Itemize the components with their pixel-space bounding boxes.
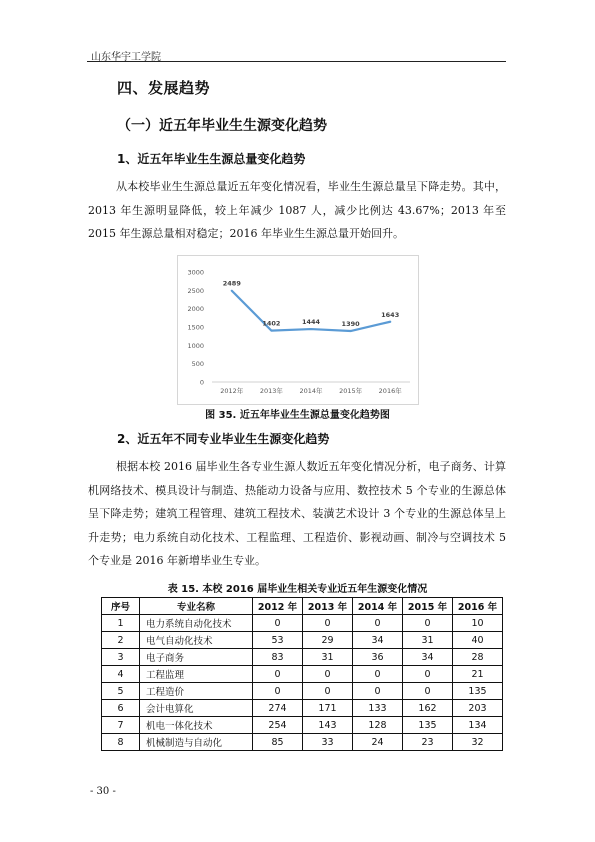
cell-value: 162 [403,700,453,717]
cell-index: 2 [102,632,140,649]
cell-value: 21 [453,666,503,683]
cell-value: 24 [353,734,403,751]
cell-major: 电力系统自动化技术 [140,615,253,632]
table-row [102,700,503,717]
table-row [102,615,503,632]
cell-value: 83 [253,649,303,666]
cell-major: 电子商务 [140,649,253,666]
cell-value: 0 [303,615,353,632]
col-header-index: 序号 [102,598,140,615]
table-row [102,734,503,751]
cell-value: 143 [303,717,353,734]
subsection-title: （一）近五年毕业生生源变化趋势 [117,118,327,134]
col-header-major: 专业名称 [140,598,253,615]
x-tick-label: 2013年 [259,387,283,395]
cell-value: 0 [253,666,303,683]
cell-index: 8 [102,734,140,751]
cell-value: 29 [303,632,353,649]
chart-svg [178,256,418,404]
col-header-2012: 2012 年 [253,598,303,615]
cell-index: 6 [102,700,140,717]
y-tick-label: 1500 [187,323,204,332]
cell-value: 32 [453,734,503,751]
page-number: - 30 - [90,786,116,797]
topic2-paragraph: 根据本校 2016 届毕业生各专业生源人数近五年变化情况分析，电子商务、计算机网络技术、模具设计与制造、热能动力设备与应用、数控技术 5 个专业的生源总体呈下降走势；建筑工程管理、建筑工程技术、装潢艺术设计 3 个专业的生源总体呈上升走势；电力系统自动化技术、工程监理、工程造价、影视动画、制冷与空调技术 5 个专业是 2016 年新增毕业生专业。 [88,460,506,567]
cell-value: 0 [353,666,403,683]
data-label: 2489 [222,279,241,288]
data-label: 1444 [301,318,321,327]
table-row [102,666,503,683]
cell-value: 0 [403,683,453,700]
cell-value: 40 [453,632,503,649]
cell-value: 134 [453,717,503,734]
y-tick-label: 1000 [187,341,204,350]
cell-value: 0 [253,683,303,700]
cell-value: 0 [403,666,453,683]
cell-value: 0 [353,615,403,632]
topic1-paragraph: 从本校毕业生生源总量近五年变化情况看，毕业生生源总量呈下降走势。其中，2013 年生源明显降低，较上年减少 1087 人，减少比例达 43.67%；2013 年至 2015 年生源总量相对稳定；2016 年毕业生生源总量开始回升。 [88,180,506,240]
cell-major: 机电一体化技术 [140,717,253,734]
col-header-2015: 2015 年 [403,598,453,615]
cell-value: 85 [253,734,303,751]
cell-value: 171 [303,700,353,717]
cell-value: 28 [453,649,503,666]
topic1-title: 1、近五年毕业生生源总量变化趋势 [117,152,306,166]
cell-value: 0 [303,666,353,683]
cell-value: 34 [403,649,453,666]
cell-value: 135 [403,717,453,734]
cell-value: 31 [303,649,353,666]
x-tick-label: 2016年 [378,387,402,395]
cell-value: 135 [453,683,503,700]
col-header-2014: 2014 年 [353,598,403,615]
data-label: 1390 [341,320,360,329]
cell-value: 133 [353,700,403,717]
cell-value: 254 [253,717,303,734]
x-tick-label: 2012年 [220,387,244,395]
cell-value: 128 [353,717,403,734]
y-tick-label: 0 [199,378,204,387]
cell-value: 34 [353,632,403,649]
cell-index: 1 [102,615,140,632]
cell-value: 203 [453,700,503,717]
table-caption: 表 15. 本校 2016 届毕业生相关专业近五年生源变化情况 [167,584,428,595]
cell-major: 电气自动化技术 [140,632,253,649]
y-tick-label: 3000 [187,268,204,277]
cell-value: 0 [403,615,453,632]
cell-value: 0 [353,683,403,700]
table-row [102,717,503,734]
cell-major: 工程造价 [140,683,253,700]
cell-value: 274 [253,700,303,717]
cell-value: 31 [403,632,453,649]
cell-value: 0 [303,683,353,700]
cell-index: 3 [102,649,140,666]
running-header: 山东华宇工学院 [91,52,161,63]
cell-value: 53 [253,632,303,649]
y-tick-label: 2500 [187,286,204,295]
table-row [102,632,503,649]
cell-major: 机械制造与自动化 [140,734,253,751]
x-tick-label: 2014年 [299,387,323,395]
data-label: 1643 [381,310,400,319]
cell-major: 工程监理 [140,666,253,683]
cell-index: 7 [102,717,140,734]
y-tick-label: 500 [191,360,204,369]
col-header-2013: 2013 年 [303,598,353,615]
cell-value: 23 [403,734,453,751]
figure-caption: 图 35. 近五年毕业生生源总量变化趋势图 [205,410,390,421]
line-chart [177,255,419,405]
x-tick-label: 2015年 [339,387,363,395]
data-label: 1402 [262,319,281,328]
topic2-title: 2、近五年不同专业毕业生生源变化趋势 [117,432,330,446]
cell-major: 会计电算化 [140,700,253,717]
table-header-row [102,598,503,615]
cell-index: 5 [102,683,140,700]
cell-value: 36 [353,649,403,666]
header-rule [87,61,506,62]
cell-value: 10 [453,615,503,632]
table-row [102,649,503,666]
cell-index: 4 [102,666,140,683]
cell-value: 33 [303,734,353,751]
section-title: 四、发展趋势 [117,79,211,97]
y-tick-label: 2000 [187,305,204,314]
enrollment-table [101,597,503,751]
cell-value: 0 [253,615,303,632]
table-row [102,683,503,700]
col-header-2016: 2016 年 [453,598,503,615]
